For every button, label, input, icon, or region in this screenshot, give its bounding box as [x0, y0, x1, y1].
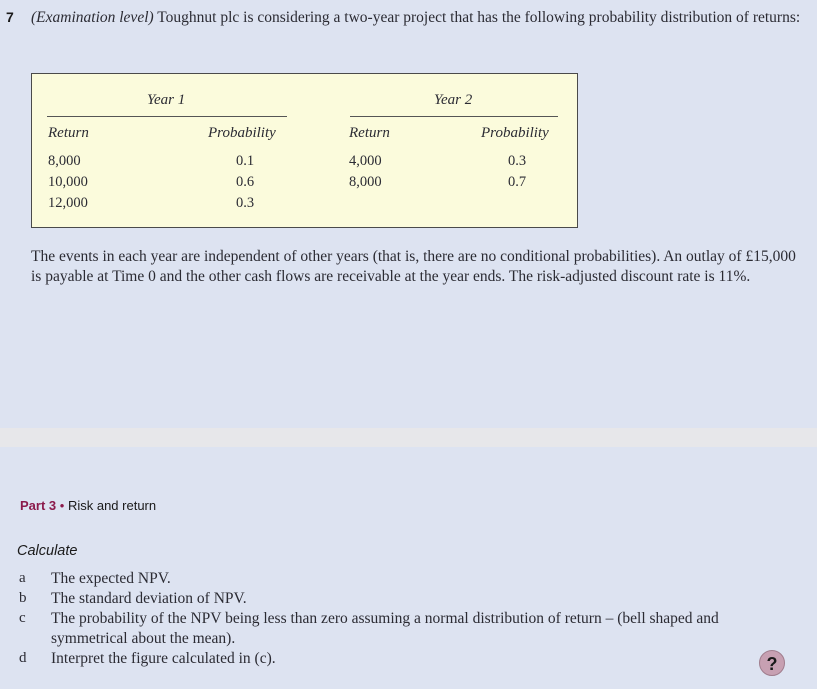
year2-probability-cell: 0.7	[508, 174, 527, 190]
item-text-b: The standard deviation of NPV.	[51, 590, 247, 607]
question-text	[31, 8, 801, 28]
item-letter-d: d	[19, 650, 27, 666]
question-number: 7	[6, 9, 14, 25]
item-text-d: Interpret the figure calculated in (c).	[51, 650, 276, 667]
year1-probability-cell: 0.6	[236, 174, 255, 190]
returns-table	[31, 73, 578, 228]
item-letter-c: c	[19, 610, 26, 626]
year1-probability-cell: 0.3	[236, 195, 255, 211]
year1-return-cell: 8,000	[48, 153, 81, 169]
year2-return-header: Return	[349, 125, 390, 141]
year2-return-cell: 8,000	[349, 174, 382, 190]
year1-return-cell: 10,000	[48, 174, 88, 190]
question-intro: Toughnut plc is considering a two-year project that has the following probability distribution of returns:	[153, 9, 801, 26]
calculate-heading: Calculate	[17, 543, 78, 559]
part-title: Risk and return	[67, 498, 157, 513]
year2-heading: Year 2	[434, 92, 473, 108]
item-text-a: The expected NPV.	[51, 570, 171, 587]
year1-return-cell: 12,000	[48, 195, 88, 211]
bullet-icon: •	[59, 498, 65, 513]
item-text-c: The probability of the NPV being less than zero assuming a normal distribution of return – (bell shaped and symmetrical about the mean).	[51, 610, 719, 647]
item-letter-b: b	[19, 590, 27, 606]
page-divider	[0, 428, 817, 447]
year2-return-cell: 4,000	[349, 153, 382, 169]
part-label	[20, 498, 156, 513]
year1-heading: Year 1	[147, 92, 186, 108]
year1-rule	[47, 116, 287, 117]
question-paragraph: The events in each year are independent of other years (that is, there are no conditional probabilities). An outlay of £15,000 is payable at Time 0 and the other cash flows are receivable at the year ends. The risk-adjusted discount rate is 11%.	[31, 248, 796, 285]
part-number: Part 3	[20, 498, 57, 513]
year1-return-header: Return	[48, 125, 89, 141]
question-mark-icon[interactable]: ?	[759, 650, 785, 676]
year2-probability-header: Probability	[481, 125, 549, 141]
year2-probability-cell: 0.3	[508, 153, 527, 169]
question-level: (Examination level)	[31, 9, 154, 26]
year2-rule	[350, 116, 558, 117]
year1-probability-header: Probability	[208, 125, 276, 141]
year1-probability-cell: 0.1	[236, 153, 255, 169]
item-letter-a: a	[19, 570, 26, 586]
